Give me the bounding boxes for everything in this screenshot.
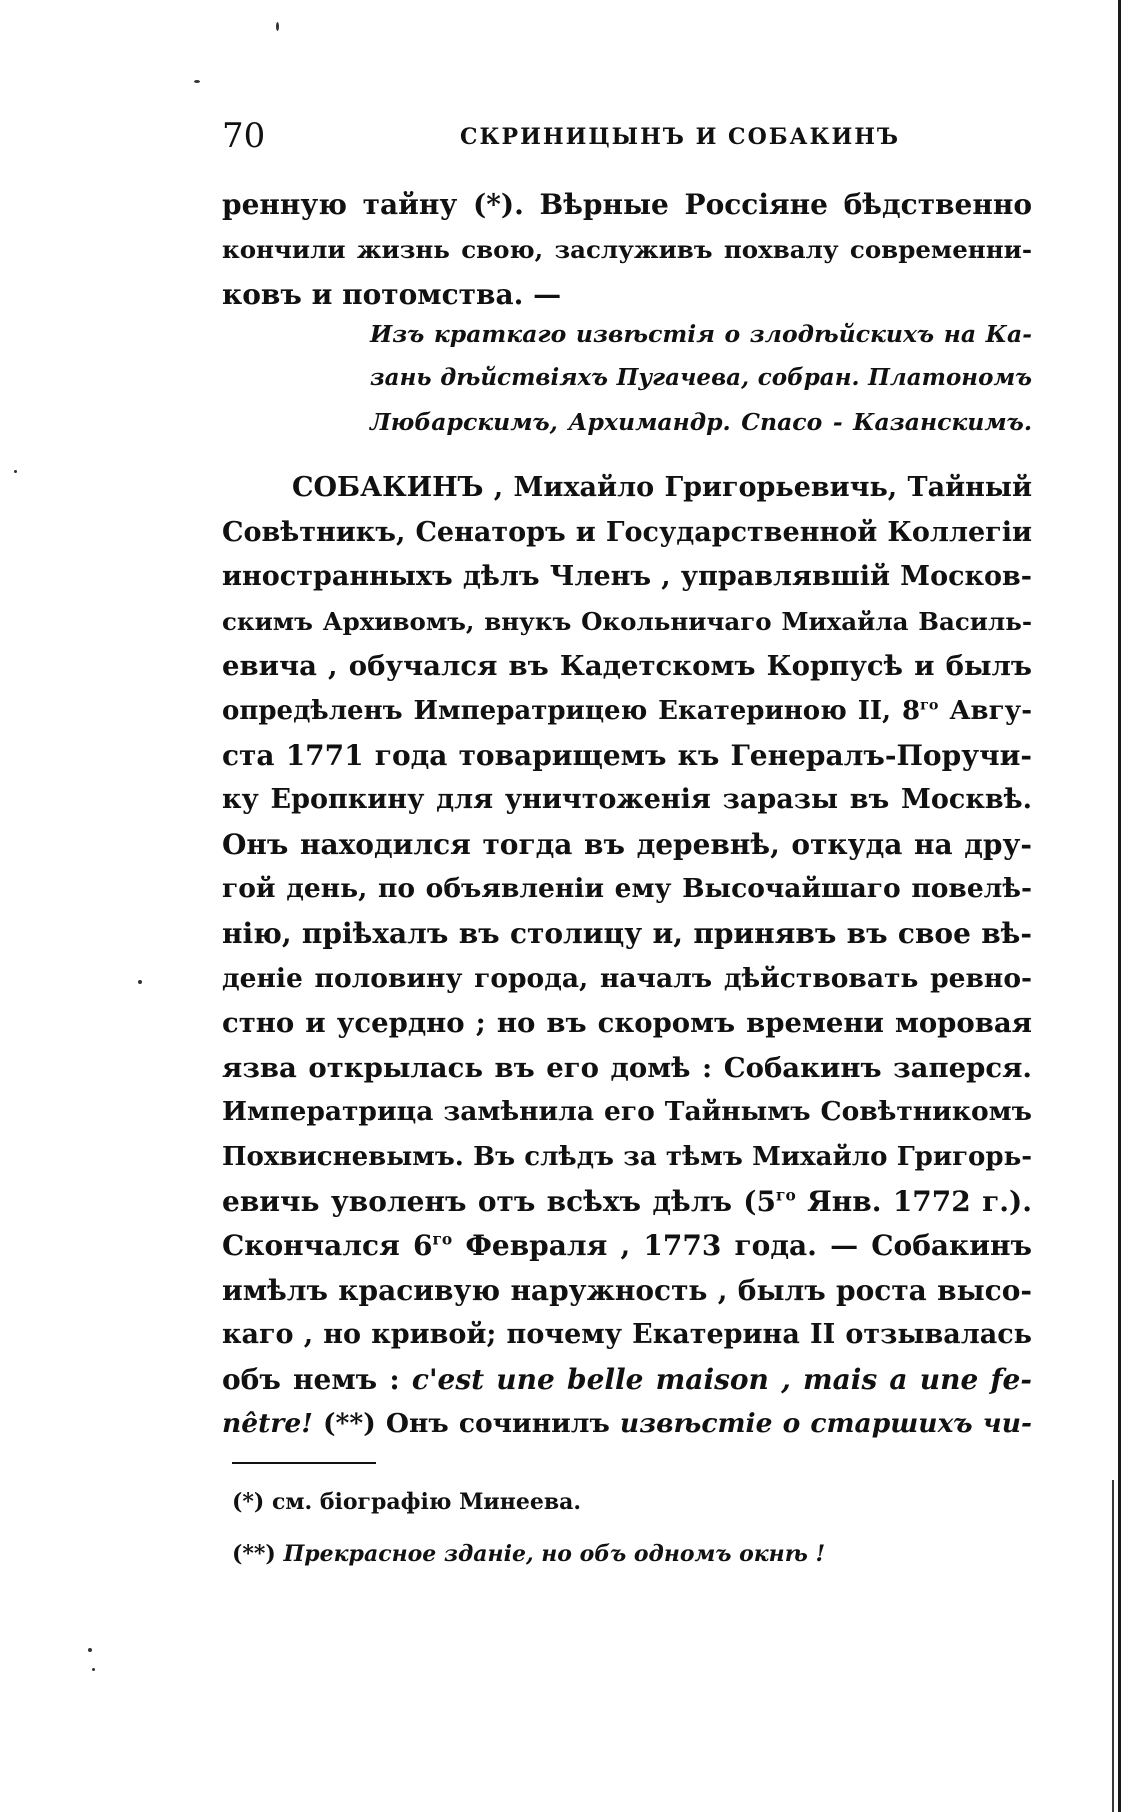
scan-edge-lower xyxy=(1112,1480,1114,1812)
body-line: евича , обучался въ Кадетскомъ Корпусѣ и былъ xyxy=(222,650,1032,683)
body-line: каго , но кривой; почему Екатерина II отзывалась xyxy=(222,1319,1032,1351)
text-line: кончили жизнь свою, заслуживъ похвалу современни- xyxy=(222,235,1032,264)
body-line: Онъ находился тогда въ деревнѣ, откуда на дру- xyxy=(222,827,1032,861)
body-line: Скончался $6^{го}$ Февраля , 1773 года. — Собакинъ xyxy=(222,1229,1032,1263)
page-header xyxy=(222,116,1032,156)
scan-speck xyxy=(276,22,279,31)
citation-line: Изъ краткаго извѣстія о злодѣйскихъ на Ка- xyxy=(370,320,1032,348)
body-line: объ немъ : c'est une belle maison , mais a une fe- xyxy=(222,1362,1032,1396)
citation-line: зань дѣйствіяхъ Пугачева, собран. Платономъ xyxy=(370,364,1032,391)
body-line: евичь уволенъ отъ всѣхъ дѣлъ ($5^{го}$ Янв. 1772 г.). xyxy=(222,1184,1032,1218)
running-head: СКРИНИЦЫНЪ И СОБАКИНЪ xyxy=(460,124,901,150)
body-line: деніе половину города, началъ дѣйствовать ревно- xyxy=(222,962,1032,994)
body-line: СОБАКИНЪ , Михайло Григорьевичь, Тайный xyxy=(292,472,1032,503)
scan-speck xyxy=(92,1668,95,1671)
footnotes xyxy=(232,1476,992,1580)
footnote-text: см. біографію Минеева. xyxy=(272,1489,582,1515)
top-paragraph xyxy=(222,182,1032,317)
footnote-1 xyxy=(232,1476,992,1528)
body-line: имѣлъ красивую наружность , былъ роста высо- xyxy=(222,1273,1032,1307)
body-line: Совѣтникъ, Сенаторъ и Государственной Коллегіи xyxy=(222,516,1032,548)
body-line: Императрица замѣнила его Тайнымъ Совѣтникомъ xyxy=(222,1096,1032,1128)
text-line: ковъ и потомства. — xyxy=(222,278,562,311)
body-line: nêtre! (**) Онъ сочинилъ извѣстіе о старшихъ чи- xyxy=(222,1408,1032,1440)
body-line: скимъ Архивомъ, внукъ Окольничаго Михайла Василь- xyxy=(222,606,1032,636)
scan-speck xyxy=(88,1648,92,1652)
footnote-mark: (**) xyxy=(232,1541,276,1567)
scan-speck xyxy=(138,980,142,984)
body-line: гой день, по объявленіи ему Высочайшаго повелѣ- xyxy=(222,873,1032,905)
body-line: Похвисневымъ. Въ слѣдъ за тѣмъ Михайло Григорь- xyxy=(222,1141,1032,1172)
footnote-text: Прекрасное зданіе, но объ одномъ окнѣ ! xyxy=(283,1541,826,1567)
body-line: опредѣленъ Императрицею Екатериною II, $8^{го}$ Авгу- xyxy=(222,695,1032,726)
body-line: язва открылась въ его домѣ : Собакинъ заперся. xyxy=(222,1051,1032,1084)
footnote-divider xyxy=(232,1462,376,1464)
body-line: ста 1771 года товарищемъ къ Генералъ-Поручи- xyxy=(222,738,1032,772)
footnote-2 xyxy=(232,1528,992,1580)
scan-speck xyxy=(194,80,200,83)
body-line: стно и усердно ; но въ скоромъ времени моровая xyxy=(222,1007,1032,1040)
text-line: ренную тайну (*). Вѣрные Россіяне бѣдственно xyxy=(222,188,1032,221)
scan-speck xyxy=(14,470,17,473)
body-line: нію, пріѣхалъ въ столицу и, принявъ въ свое вѣ- xyxy=(222,916,1032,950)
citation xyxy=(370,312,1032,444)
footnote-mark: (*) xyxy=(232,1489,265,1515)
body-line: иностранныхъ дѣлъ Членъ , управлявшій Москов- xyxy=(222,561,1032,593)
page-number: 70 xyxy=(222,116,266,156)
body-paragraph xyxy=(222,466,1032,1447)
scan-edge xyxy=(1118,0,1121,1812)
citation-line: Любарскимъ, Архимандр. Спасо - Казанскимъ. xyxy=(370,408,1032,436)
body-line: ку Еропкину для уничтоженія заразы въ Москвѣ. xyxy=(222,784,1032,816)
